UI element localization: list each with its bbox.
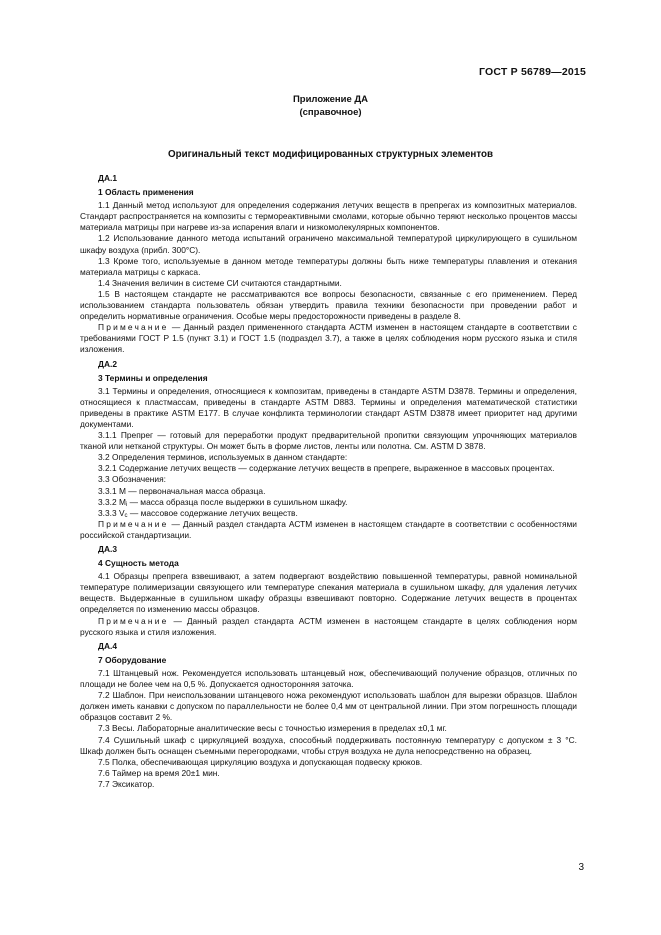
paragraph-7-5: 7.5 Полка, обеспечивающая циркуляцию воздуха и допускающая подвеску крюков. bbox=[98, 756, 423, 767]
subsection-label-da4: ДА.4 bbox=[98, 640, 117, 651]
paragraph-3-3: 3.3 Обозначения: bbox=[98, 474, 166, 485]
paragraph-3-3-2 bbox=[80, 497, 577, 508]
paragraph-1-1: 1.1 Данный метод используют для определения содержания летучих веществ в препрегах из композитных материалов. Стандарт распространяется на композиты с термореактивными смолами, которые обычно теряют несколько процентов массы материала матрицы при нагреве из-за испарения влаги и низкомолекулярных компонентов. bbox=[80, 200, 577, 233]
page-number: 3 bbox=[578, 862, 584, 873]
paragraph-7-6: 7.6 Таймер на время 20±1 мин. bbox=[98, 767, 220, 778]
paragraph-7-7: 7.7 Эксикатор. bbox=[98, 778, 155, 789]
subsection-label-da2: ДА.2 bbox=[98, 358, 117, 369]
page-title: Оригинальный текст модифицированных структурных элементов bbox=[167, 149, 494, 160]
paragraph-1-5: 1.5 В настоящем стандарте не рассматриваются все вопросы безопасности, связанные с его применением. Перед использованием стандарта пользователь обязан утвердить правила техники безопасности при проведении работ и определить нормативные ограничения. Особые меры предосторожности приведены в разделе 8. bbox=[80, 288, 577, 322]
paragraph-1-3: 1.3 Кроме того, используемые в данном методе температуры должны быть ниже температуры плавления и отекания материала матрицы с каркаса. bbox=[80, 255, 577, 277]
section-heading-equipment: 7 Оборудование bbox=[98, 654, 167, 665]
note-label: Примечание bbox=[98, 518, 169, 529]
paragraph-7-2: 7.2 Шаблон. При неиспользовании штанцевого ножа рекомендуют использовать шаблон для вырезки образцов. Шаблон должен иметь канавки с допуском по параллельности не более 0,4 мм от центральной линии. При этом погрешность площади образцов составит 2 %. bbox=[80, 690, 577, 723]
paragraph-3-2-1: 3.2.1 Содержание летучих веществ — содержание летучих веществ в препреге, выраженное в массовых процентах. bbox=[98, 463, 555, 474]
subsection-label-da1: ДА.1 bbox=[98, 173, 117, 183]
symbol-subscript: i bbox=[125, 501, 128, 508]
note-3 bbox=[80, 616, 577, 638]
symbol-definition: — массовое содержание летучих веществ. bbox=[127, 507, 298, 518]
paragraph-3-2: 3.2 Определения терминов, используемых в данном стандарте: bbox=[98, 452, 348, 463]
note-1 bbox=[80, 322, 577, 355]
paragraph-4-1: 4.1 Образцы препрега взвешивают, а затем подвергают воздействию повышенной температуры, равной номинальной температуре полимеризации связующего или температуре спекания материала в сушильном шкафу, для удаления летучих веществ. Выдержанные в сушильном шкафу образцы взвешивают повторно. Содержание летучих веществ в процентах определяется по изменению массы образцов. bbox=[80, 571, 577, 615]
section-heading-terms: 3 Термины и определения bbox=[98, 372, 208, 383]
note-label: Примечание bbox=[98, 322, 169, 333]
note-label: Примечание bbox=[98, 615, 169, 626]
paragraph-7-3: 7.3 Весы. Лабораторные аналитические весы с точностью измерения в пределах ±0,1 мг. bbox=[98, 723, 447, 734]
note-2 bbox=[80, 519, 577, 541]
appendix-title: Приложение ДА bbox=[292, 94, 369, 105]
appendix-heading bbox=[0, 93, 661, 119]
document-code: ГОСТ Р 56789—2015 bbox=[478, 66, 586, 78]
note-text: — Данный раздел примененного стандарта АСТМ изменен в настоящем стандарте в соответствии с требованиями ГОСТ Р 1.5 (пункт 3.1) и ГОСТ 1.5 (подраздел 3.7), а также в целях соблюдения норм русского языка и стиля изложения. bbox=[80, 322, 577, 355]
paragraph-3-3-3 bbox=[80, 508, 577, 519]
symbol-subscript: c bbox=[124, 512, 128, 519]
document-body bbox=[80, 170, 577, 790]
paragraph-7-1: 7.1 Штанцевый нож. Рекомендуется использовать штанцевый нож, обеспечивающий получение образцов, отличных по площади не более чем на 0,5 %. Допускается односторонняя заточка. bbox=[80, 667, 577, 690]
symbol-prefix: 3.3.3 V bbox=[98, 507, 125, 518]
paragraph-7-4: 7.4 Сушильный шкаф с циркуляцией воздуха, способный поддерживать постоянную температуру с допуском ± 3 °С. Шкаф должен быть оснащен съемными перегородками, чтобы струя воздуха не дула непосредственно на образец. bbox=[80, 734, 577, 756]
section-heading-method: 4 Сущность метода bbox=[98, 558, 179, 569]
subsection-label-da3: ДА.3 bbox=[98, 544, 117, 554]
paragraph-1-2: 1.2 Использование данного метода испытаний ограничено максимальной температурой циркулирующего в сушильном шкафу воздуха (прибл. 300°С). bbox=[80, 233, 577, 255]
appendix-kind: (справочное) bbox=[299, 107, 362, 118]
paragraph-3-1: 3.1 Термины и определения, относящиеся к композитам, приведены в стандарте ASTM D3878. Термины и определения, относящиеся к пластмассам, приведены в стандарте ASTM D883. Термины и определения математической статистики приведены в практике ASTM E177. В случае конфликта терминологии стандарт ASTM D3878 имеет приоритет над другими документами. bbox=[80, 385, 577, 429]
paragraph-3-1-1: 3.1.1 Препрег — готовый для переработки продукт предварительной пропитки связующим упрочняющих материалов тканой или нетканой структуры. Он может быть в форме листов, ленты или полотна. См. ASTM D 3878. bbox=[80, 430, 577, 452]
symbol-definition: — масса образца после выдержки в сушильном шкафу. bbox=[127, 496, 348, 507]
paragraph-1-4: 1.4 Значения величин в системе СИ считаются стандартными. bbox=[98, 277, 342, 288]
section-heading-scope: 1 Область применения bbox=[98, 187, 194, 198]
symbol-prefix: 3.3.2 М bbox=[98, 496, 126, 507]
paragraph-3-3-1: 3.3.1 М — первоначальная масса образца. bbox=[98, 485, 266, 496]
note-text: — Данный раздел стандарта АСТМ изменен в настоящем стандарте в соответствии с особенностями российской стандартизации. bbox=[80, 518, 577, 540]
note-text: — Данный раздел стандарта АСТМ изменен в настоящем стандарте в целях соблюдения норм русского языка и стиля изложения. bbox=[80, 615, 577, 637]
